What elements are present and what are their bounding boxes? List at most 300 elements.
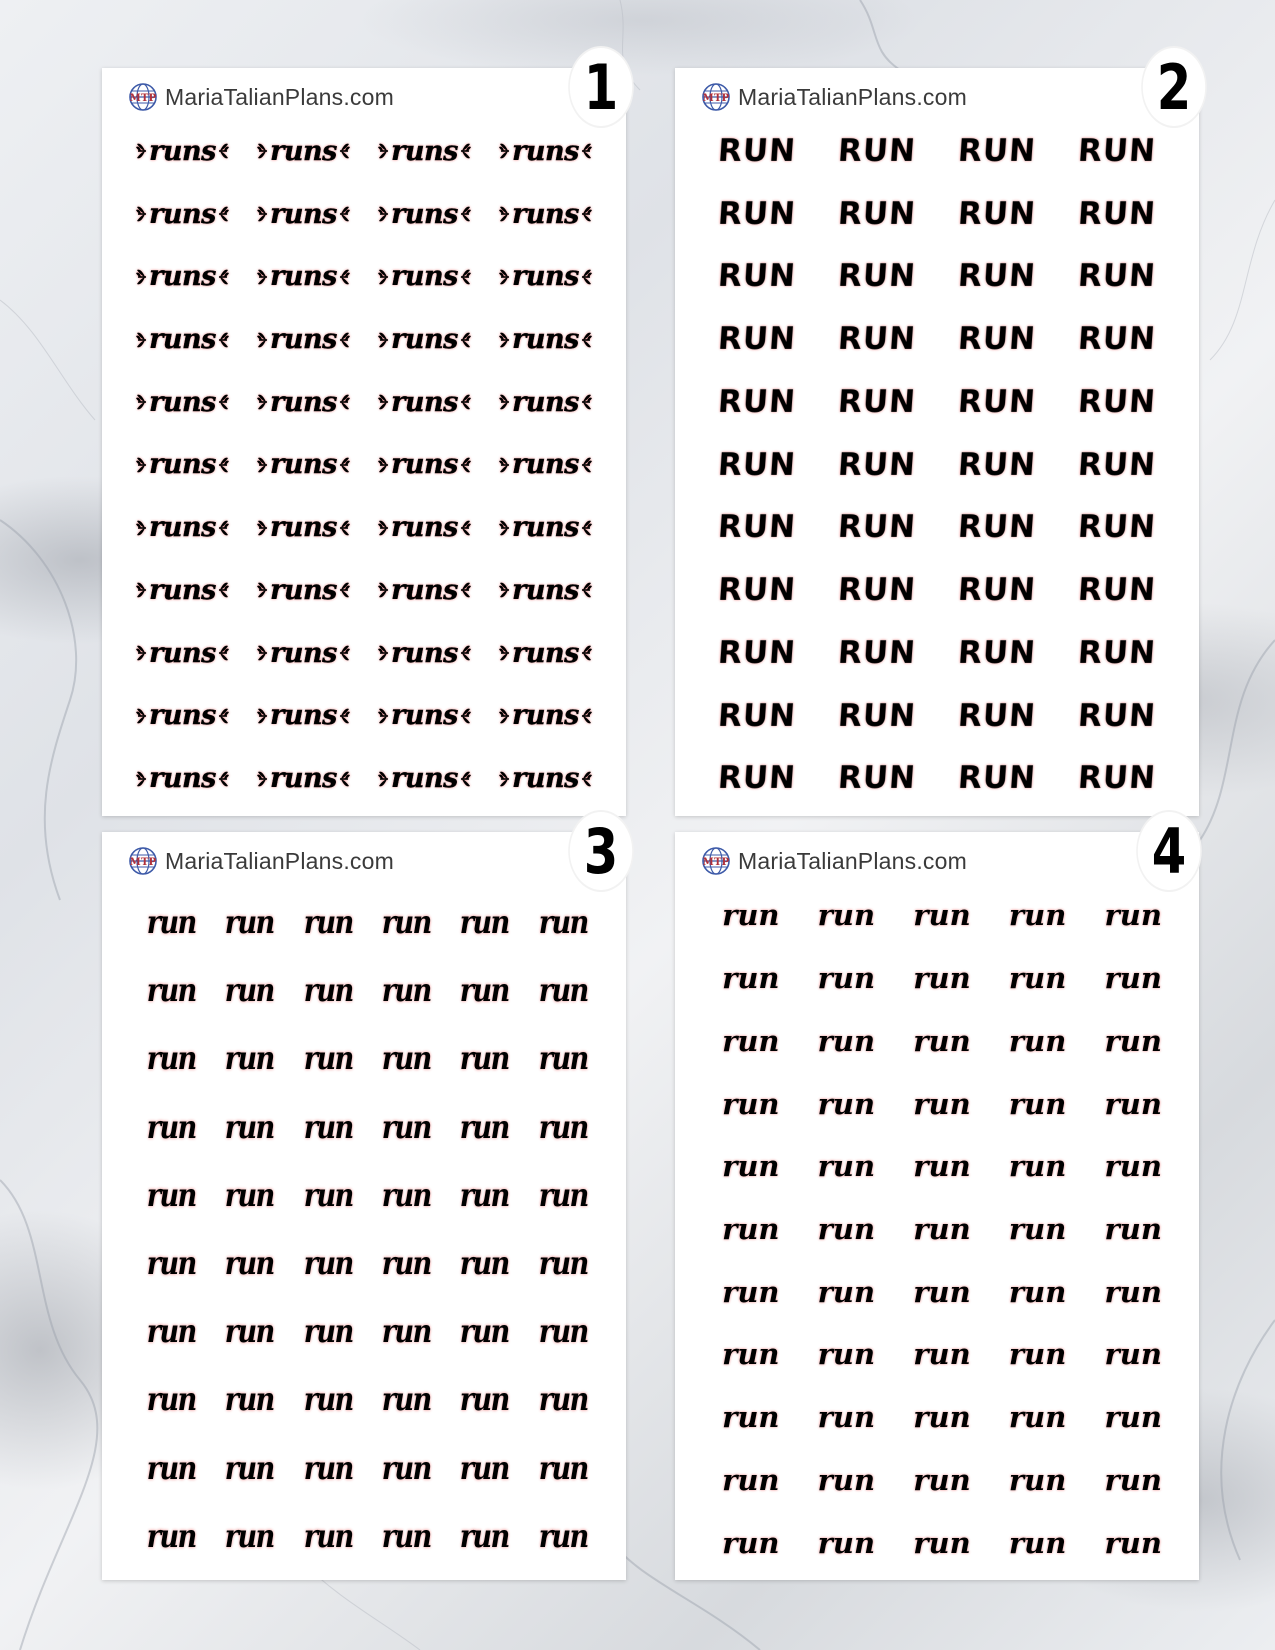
sticker-2: [815, 685, 939, 748]
sticker-4: [894, 1511, 990, 1574]
sticker-label: RUN: [956, 384, 1038, 421]
sticker-label: run: [381, 903, 431, 942]
sticker-4: [703, 1323, 799, 1386]
laurel-leaf-icon: [499, 330, 511, 350]
laurel-leaf-icon: [338, 769, 350, 789]
sticker-label: RUN: [1076, 572, 1158, 609]
sticker-label: run: [1104, 1023, 1162, 1058]
sticker-grid: [132, 888, 602, 1570]
sticker-label: runs: [512, 449, 579, 481]
sticker-2: [695, 559, 819, 622]
sticker-label: RUN: [836, 697, 918, 734]
laurel-leaf-icon: [378, 392, 390, 412]
sticker-4: [1085, 1135, 1181, 1198]
sticker-2: [935, 685, 1059, 748]
site-name: MariaTalianPlans.com: [738, 83, 967, 110]
laurel-leaf-icon: [580, 643, 592, 663]
sticker-sheet-3: [102, 814, 626, 1580]
sticker-2: [815, 496, 939, 559]
sticker-2: [815, 308, 939, 371]
laurel-leaf-icon: [338, 204, 350, 224]
sticker-label: RUN: [956, 321, 1038, 358]
sticker-label: run: [1008, 1400, 1067, 1435]
sticker-3: [295, 888, 362, 956]
sticker-4: [703, 1386, 799, 1449]
sticker-2: [815, 183, 939, 246]
globe-icon: [126, 82, 160, 112]
sticker-1: [364, 622, 485, 685]
globe-icon: [699, 82, 733, 112]
sticker-1: [485, 622, 606, 685]
sticker-label: RUN: [836, 133, 918, 170]
laurel-leaf-icon: [338, 518, 350, 538]
laurel-leaf-icon: [459, 392, 471, 412]
sticker-label: run: [913, 898, 971, 933]
sticker-1: [243, 120, 364, 183]
sticker-3: [295, 1024, 362, 1092]
sticker-1: [364, 120, 485, 183]
sticker-4: [894, 1135, 990, 1198]
sticker-1: [122, 371, 243, 434]
sticker-4: [894, 884, 990, 947]
laurel-leaf-icon: [338, 141, 350, 161]
laurel-leaf-icon: [136, 141, 148, 161]
sticker-label: runs: [149, 512, 216, 544]
laurel-leaf-icon: [580, 141, 592, 161]
sticker-4: [894, 1449, 990, 1512]
laurel-leaf-icon: [136, 455, 148, 475]
sticker-label: RUN: [716, 258, 798, 295]
sticker-2: [935, 120, 1059, 183]
sticker-label: run: [1104, 1525, 1162, 1560]
laurel-leaf-icon: [257, 769, 269, 789]
sticker-label: run: [722, 1274, 780, 1309]
sticker-label: RUN: [836, 509, 918, 546]
laurel-leaf-icon: [459, 455, 471, 475]
sticker-3: [373, 1229, 440, 1297]
sticker-label: runs: [391, 637, 458, 669]
sticker-4: [799, 1323, 895, 1386]
sticker-label: run: [381, 1175, 431, 1214]
sticker-3: [530, 888, 597, 956]
laurel-leaf-icon: [499, 518, 511, 538]
laurel-leaf-icon: [217, 267, 229, 287]
sticker-label: run: [1104, 898, 1162, 933]
laurel-leaf-icon: [499, 141, 511, 161]
sticker-4: [990, 1511, 1086, 1574]
laurel-leaf-icon: [378, 580, 390, 600]
sticker-label: runs: [512, 763, 579, 795]
laurel-leaf-icon: [580, 518, 592, 538]
laurel-leaf-icon: [217, 392, 229, 412]
sticker-label: RUN: [1076, 258, 1158, 295]
sticker-3: [295, 1365, 362, 1433]
sticker-grid: [122, 120, 606, 810]
sticker-label: RUN: [836, 446, 918, 483]
laurel-leaf-icon: [459, 643, 471, 663]
sheet-number-badge: 1: [570, 48, 632, 126]
sticker-2: [815, 622, 939, 685]
sticker-3: [451, 1161, 518, 1229]
sticker-1: [364, 747, 485, 810]
sticker-3: [373, 956, 440, 1024]
sticker-3: [138, 1024, 205, 1092]
sticker-3: [451, 956, 518, 1024]
sticker-2: [695, 685, 819, 748]
laurel-leaf-icon: [499, 643, 511, 663]
sticker-3: [138, 1365, 205, 1433]
sticker-label: run: [913, 1211, 971, 1246]
sticker-label: run: [817, 1525, 876, 1560]
sticker-label: run: [538, 1448, 588, 1487]
site-name: MariaTalianPlans.com: [165, 847, 394, 874]
sticker-label: run: [146, 1244, 196, 1283]
sticker-1: [364, 371, 485, 434]
sticker-label: run: [146, 1312, 196, 1351]
sticker-3: [216, 888, 283, 956]
sticker-label: runs: [270, 763, 337, 795]
sticker-3: [373, 1024, 440, 1092]
sticker-label: runs: [270, 261, 337, 293]
brand-header: [126, 846, 394, 876]
sticker-label: run: [1008, 1023, 1067, 1058]
sticker-3: [138, 888, 205, 956]
sticker-label: RUN: [1076, 384, 1158, 421]
laurel-leaf-icon: [499, 580, 511, 600]
sticker-3: [451, 1024, 518, 1092]
sticker-1: [364, 245, 485, 308]
sticker-3: [295, 1434, 362, 1502]
sticker-4: [1085, 1511, 1181, 1574]
sticker-label: run: [722, 898, 780, 933]
sticker-1: [485, 747, 606, 810]
sticker-3: [216, 1297, 283, 1365]
sticker-label: run: [913, 1023, 971, 1058]
sticker-1: [243, 434, 364, 497]
sticker-label: runs: [391, 198, 458, 230]
laurel-leaf-icon: [378, 706, 390, 726]
laurel-leaf-icon: [459, 204, 471, 224]
sticker-2: [935, 371, 1059, 434]
sticker-2: [935, 308, 1059, 371]
sticker-2: [695, 245, 819, 308]
sticker-label: run: [1104, 1274, 1162, 1309]
laurel-leaf-icon: [459, 330, 471, 350]
laurel-leaf-icon: [136, 204, 148, 224]
sticker-label: run: [303, 971, 353, 1010]
sticker-2: [815, 245, 939, 308]
sticker-4: [990, 947, 1086, 1010]
sticker-label: RUN: [716, 446, 798, 483]
sticker-label: run: [913, 1337, 971, 1372]
sticker-label: RUN: [1076, 133, 1158, 170]
sticker-label: runs: [149, 261, 216, 293]
sticker-2: [815, 747, 939, 810]
sticker-label: RUN: [836, 760, 918, 797]
sticker-label: runs: [391, 700, 458, 732]
sticker-3: [373, 1161, 440, 1229]
sticker-label: run: [1008, 1462, 1067, 1497]
sticker-4: [703, 1511, 799, 1574]
sticker-label: run: [722, 1086, 780, 1121]
sticker-2: [935, 183, 1059, 246]
sticker-1: [243, 308, 364, 371]
sheet-number-badge: 2: [1143, 48, 1205, 126]
sticker-label: run: [225, 1516, 274, 1555]
laurel-leaf-icon: [459, 706, 471, 726]
sticker-label: run: [722, 1462, 780, 1497]
sticker-label: RUN: [716, 196, 798, 233]
sticker-4: [799, 1135, 895, 1198]
sticker-3: [530, 956, 597, 1024]
laurel-leaf-icon: [499, 392, 511, 412]
sticker-label: RUN: [716, 133, 798, 170]
sticker-label: run: [913, 1149, 971, 1184]
sticker-label: run: [913, 961, 971, 996]
sticker-label: run: [1008, 1274, 1067, 1309]
sticker-label: RUN: [836, 196, 918, 233]
laurel-leaf-icon: [257, 580, 269, 600]
laurel-leaf-icon: [257, 392, 269, 412]
sticker-label: run: [1008, 1525, 1067, 1560]
sticker-label: run: [303, 1107, 353, 1146]
sticker-label: RUN: [956, 196, 1038, 233]
sticker-1: [243, 371, 364, 434]
sticker-4: [1085, 1386, 1181, 1449]
sticker-label: RUN: [1076, 760, 1158, 797]
sticker-label: run: [1104, 1337, 1162, 1372]
sticker-label: run: [460, 903, 509, 942]
sticker-4: [894, 1323, 990, 1386]
sticker-grid: [703, 884, 1181, 1574]
sticker-3: [138, 1297, 205, 1365]
sticker-4: [1085, 947, 1181, 1010]
sticker-4: [703, 1072, 799, 1135]
sticker-sheet-2: [675, 50, 1199, 816]
sticker-2: [935, 434, 1059, 497]
sticker-label: runs: [512, 512, 579, 544]
sticker-label: run: [303, 1175, 353, 1214]
sticker-3: [138, 1093, 205, 1161]
sticker-label: run: [381, 1448, 431, 1487]
sticker-4: [799, 1198, 895, 1261]
sticker-4: [1085, 1009, 1181, 1072]
sticker-3: [530, 1161, 597, 1229]
sticker-label: run: [913, 1400, 971, 1435]
sticker-label: runs: [512, 637, 579, 669]
sticker-label: runs: [270, 512, 337, 544]
sticker-label: run: [381, 1039, 431, 1078]
laurel-leaf-icon: [580, 204, 592, 224]
laurel-leaf-icon: [257, 204, 269, 224]
sticker-1: [485, 371, 606, 434]
sticker-4: [703, 947, 799, 1010]
sticker-2: [1055, 183, 1179, 246]
sticker-3: [216, 1365, 283, 1433]
sticker-label: run: [722, 1400, 780, 1435]
sticker-4: [703, 884, 799, 947]
laurel-leaf-icon: [580, 330, 592, 350]
sticker-label: runs: [512, 386, 579, 418]
sticker-2: [695, 308, 819, 371]
laurel-leaf-icon: [378, 330, 390, 350]
sticker-3: [138, 956, 205, 1024]
laurel-leaf-icon: [136, 518, 148, 538]
sticker-3: [451, 888, 518, 956]
sticker-label: run: [817, 1211, 876, 1246]
sticker-1: [122, 120, 243, 183]
sticker-2: [815, 120, 939, 183]
sticker-1: [122, 685, 243, 748]
sticker-4: [1085, 1449, 1181, 1512]
laurel-leaf-icon: [217, 580, 229, 600]
sticker-2: [1055, 371, 1179, 434]
sticker-label: run: [146, 1107, 196, 1146]
sticker-label: run: [381, 971, 431, 1010]
site-name: MariaTalianPlans.com: [165, 83, 394, 110]
sticker-label: run: [225, 903, 274, 942]
sticker-label: run: [538, 903, 588, 942]
sticker-2: [1055, 120, 1179, 183]
sticker-label: runs: [149, 574, 216, 606]
sticker-label: runs: [149, 324, 216, 356]
sticker-2: [1055, 434, 1179, 497]
sticker-label: runs: [391, 512, 458, 544]
sticker-label: RUN: [716, 384, 798, 421]
sticker-1: [485, 496, 606, 559]
laurel-leaf-icon: [217, 204, 229, 224]
sticker-label: runs: [270, 324, 337, 356]
sticker-3: [530, 1434, 597, 1502]
sticker-label: run: [225, 1107, 274, 1146]
sticker-3: [216, 1024, 283, 1092]
sticker-4: [894, 947, 990, 1010]
laurel-leaf-icon: [499, 267, 511, 287]
sticker-4: [894, 1072, 990, 1135]
sticker-label: run: [817, 961, 876, 996]
sticker-3: [295, 1502, 362, 1570]
sticker-2: [1055, 747, 1179, 810]
sticker-4: [799, 1009, 895, 1072]
sticker-label: run: [722, 1525, 780, 1560]
sticker-label: run: [225, 1039, 274, 1078]
sticker-label: RUN: [956, 572, 1038, 609]
sticker-4: [894, 1386, 990, 1449]
sticker-label: run: [303, 1380, 353, 1419]
sticker-label: RUN: [836, 321, 918, 358]
sticker-2: [695, 496, 819, 559]
sticker-label: runs: [512, 574, 579, 606]
sticker-label: run: [1008, 1211, 1067, 1246]
sticker-1: [364, 496, 485, 559]
sticker-label: run: [303, 1039, 353, 1078]
sticker-label: runs: [149, 449, 216, 481]
sticker-label: run: [1104, 1149, 1162, 1184]
sticker-1: [122, 245, 243, 308]
sticker-4: [990, 1386, 1086, 1449]
sticker-2: [695, 747, 819, 810]
sticker-label: RUN: [956, 697, 1038, 734]
sticker-label: run: [1008, 961, 1067, 996]
laurel-leaf-icon: [459, 580, 471, 600]
sticker-label: RUN: [956, 133, 1038, 170]
sticker-3: [295, 956, 362, 1024]
sticker-label: runs: [391, 135, 458, 167]
sticker-label: run: [146, 1039, 196, 1078]
sticker-label: runs: [270, 574, 337, 606]
sticker-3: [451, 1365, 518, 1433]
sticker-label: run: [538, 1107, 588, 1146]
sticker-3: [295, 1161, 362, 1229]
laurel-leaf-icon: [378, 455, 390, 475]
sticker-label: run: [817, 1149, 876, 1184]
sticker-2: [815, 371, 939, 434]
laurel-leaf-icon: [338, 455, 350, 475]
sticker-1: [122, 622, 243, 685]
sticker-label: run: [460, 1244, 509, 1283]
laurel-leaf-icon: [338, 267, 350, 287]
sticker-label: run: [225, 1380, 274, 1419]
sticker-label: RUN: [716, 509, 798, 546]
sticker-label: run: [538, 971, 588, 1010]
sticker-3: [373, 1502, 440, 1570]
sticker-label: runs: [391, 763, 458, 795]
sticker-4: [799, 1072, 895, 1135]
sticker-label: run: [381, 1516, 431, 1555]
laurel-leaf-icon: [580, 706, 592, 726]
sticker-label: runs: [512, 700, 579, 732]
sticker-label: run: [460, 1175, 509, 1214]
sticker-label: runs: [149, 135, 216, 167]
sticker-label: run: [460, 1039, 509, 1078]
sticker-label: run: [913, 1525, 971, 1560]
laurel-leaf-icon: [378, 518, 390, 538]
sticker-grid: [697, 120, 1177, 810]
laurel-leaf-icon: [257, 643, 269, 663]
sticker-label: runs: [391, 261, 458, 293]
laurel-leaf-icon: [257, 141, 269, 161]
laurel-leaf-icon: [378, 204, 390, 224]
sticker-3: [373, 888, 440, 956]
sticker-label: RUN: [1076, 697, 1158, 734]
sticker-3: [216, 1434, 283, 1502]
sticker-1: [485, 559, 606, 622]
sticker-label: runs: [391, 386, 458, 418]
sticker-3: [216, 1161, 283, 1229]
sticker-4: [799, 1386, 895, 1449]
sticker-label: run: [817, 1400, 876, 1435]
brand-header: [699, 82, 967, 112]
laurel-leaf-icon: [217, 643, 229, 663]
laurel-leaf-icon: [136, 392, 148, 412]
sticker-label: RUN: [956, 509, 1038, 546]
sticker-4: [990, 1135, 1086, 1198]
sticker-label: run: [538, 1039, 588, 1078]
sticker-label: run: [303, 1244, 353, 1283]
laurel-leaf-icon: [217, 769, 229, 789]
sticker-4: [990, 1198, 1086, 1261]
sticker-label: runs: [270, 135, 337, 167]
sticker-label: runs: [512, 324, 579, 356]
sticker-1: [122, 183, 243, 246]
sticker-label: run: [1104, 1400, 1162, 1435]
sticker-label: run: [817, 1086, 876, 1121]
sticker-label: run: [722, 1211, 780, 1246]
sticker-label: RUN: [836, 384, 918, 421]
sticker-label: RUN: [1076, 635, 1158, 672]
sticker-3: [295, 1229, 362, 1297]
laurel-leaf-icon: [257, 518, 269, 538]
